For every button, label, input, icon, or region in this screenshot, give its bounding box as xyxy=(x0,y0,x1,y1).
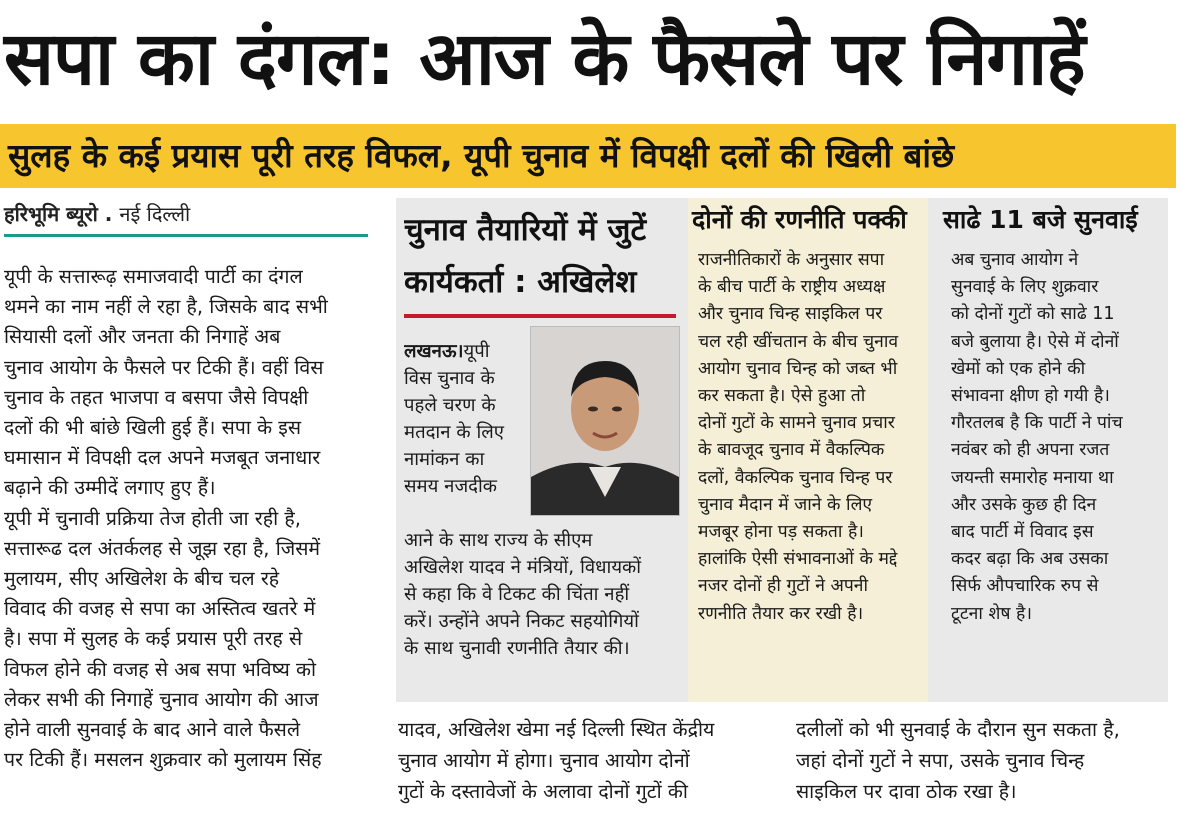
main-story-line: गुटों के दस्तावेजों के अलावा दोनों गुटों की xyxy=(398,780,688,803)
box-story-line: आने के साथ राज्य के सीएम xyxy=(404,530,593,551)
main-story-continued-col2 xyxy=(398,714,768,807)
main-story-line: होने वाली सुनवाई के बाद आने वाले फैसले xyxy=(4,718,301,742)
box-story-title-rule xyxy=(404,314,676,318)
box-story-title-line: कार्यकर्ता : अखिलेश xyxy=(404,264,637,300)
main-story-line: बढ़ाने की उम्मीदें लगाए हुए हैं। xyxy=(4,476,216,500)
strategy-story-line: मजबूर होना पड़ सकता है। xyxy=(698,522,864,543)
strategy-story-body xyxy=(698,247,922,628)
byline-separator: . xyxy=(104,202,113,226)
strategy-story-line: दोनों गुटों के सामने चुनाव प्रचार xyxy=(698,413,895,434)
main-story-line: लेकर सभी की निगाहें चुनाव आयोग की आज xyxy=(4,687,319,711)
strategy-story-line: रणनीति तैयार कर रखी है। xyxy=(698,603,864,624)
hearing-story-body xyxy=(951,247,1161,628)
main-story-line: पर टिकी हैं। मसलन शुक्रवार को मुलायम सिंह xyxy=(4,748,322,772)
main-story-line: साइकिल पर दावा ठोक रखा है। xyxy=(796,780,1017,803)
strategy-story-line: दलों, वैकल्पिक चुनाव चिन्ह पर xyxy=(698,467,893,488)
hearing-story-line: संभावना क्षीण हो गयी है। xyxy=(951,386,1110,407)
hearing-story-line: बजे बुलाया है। ऐसे में दोनों xyxy=(951,331,1119,352)
box-story-title xyxy=(404,204,676,308)
main-story-line: चुनाव आयोग में होगा। चुनाव आयोग दोनों xyxy=(398,749,690,772)
main-story-column xyxy=(4,262,368,775)
box-story-line: से कहा कि वे टिकट की चिंता नहीं xyxy=(404,584,630,605)
strategy-story-line: आयोग चुनाव चिन्ह को जब्त भी xyxy=(698,358,898,379)
akhilesh-photo xyxy=(530,326,680,516)
main-story-line: यूपी के सत्तारूढ़ समाजवादी पार्टी का दंगल xyxy=(4,265,303,288)
box-story-title-line: चुनाव तैयारियों में जुटें xyxy=(404,212,647,248)
page-headline: सपा का दंगल: आज के फैसले पर निगाहें xyxy=(4,16,1085,102)
main-story-line: दलों की भी बांछे खिली हुई हैं। सपा के इस xyxy=(4,416,302,440)
hearing-story-line: सिर्फ औपचारिक रुप से xyxy=(951,576,1099,597)
main-story-line: थमने का नाम नहीं ले रहा है, जिसके बाद सभी xyxy=(4,295,328,319)
box-story-line: समय नजदीक xyxy=(404,476,497,497)
sub-headline: सुलह के कई प्रयास पूरी तरह विफल, यूपी चुनाव में विपक्षी दलों की खिली बांछे xyxy=(0,124,1176,188)
hearing-story-line: टूटना शेष है। xyxy=(951,603,1032,624)
main-story-line: यादव, अखिलेश खेमा नई दिल्ली स्थित केंद्रीय xyxy=(398,718,715,741)
main-story-line: घमासान में विपक्षी दल अपने मजबूत जनाधार xyxy=(4,446,321,470)
hearing-story-line: को दोनों गुटों को साढे 11 xyxy=(951,304,1115,325)
box-story-place: लखनऊ। xyxy=(404,341,464,362)
person-portrait-icon xyxy=(531,327,679,515)
box-story-line: विस चुनाव के xyxy=(404,368,495,389)
main-story-line: है। सपा में सुलह के कई प्रयास पूरी तरह से xyxy=(4,627,303,651)
main-story-line: चुनाव के तहत भाजपा व बसपा जैसे विपक्षी xyxy=(4,385,309,409)
strategy-story-line: कर सकता है। ऐसे हुआ तो xyxy=(698,386,866,407)
hearing-story-line: बाद पार्टी में विवाद इस xyxy=(951,522,1094,543)
hearing-story-line: नवंबर को ही अपना रजत xyxy=(951,440,1110,461)
box-story-line: मतदान के लिए xyxy=(404,422,505,443)
main-story-line: सत्तारूढ दल अंतर्कलह से जूझ रहा है, जिसमें xyxy=(4,536,321,560)
box-story-intro xyxy=(404,338,524,500)
hearing-story-line: जयन्ती समारोह मनाया था xyxy=(951,467,1114,488)
byline-bureau: हरिभूमि ब्यूरो xyxy=(4,202,98,226)
box-story-line: नामांकन का xyxy=(404,449,485,470)
main-story-line: मुलायम, सीए अखिलेश के बीच चल रहे xyxy=(4,567,280,591)
strategy-story-line: नजर दोनों ही गुटों ने अपनी xyxy=(698,576,869,597)
main-story-line: दलीलों को भी सुनवाई के दौरान सुन सकता है, xyxy=(796,718,1120,741)
byline-divider xyxy=(4,234,368,237)
strategy-story-line: और चुनाव चिन्ह साइकिल पर xyxy=(698,304,883,325)
box-story-line: के साथ चुनावी रणनीति तैयार की। xyxy=(404,638,630,659)
strategy-story-line: चल रही खींचतान के बीच चुनाव xyxy=(698,331,899,352)
hearing-story-line: और उसके कुछ ही दिन xyxy=(951,494,1097,515)
strategy-story-line: के बीच पार्टी के राष्ट्रीय अध्यक्ष xyxy=(698,277,886,298)
main-story-line: यूपी में चुनावी प्रक्रिया तेज होती जा रही है, xyxy=(4,506,301,530)
hearing-story-line: अब चुनाव आयोग ने xyxy=(951,250,1079,270)
box-story-line: अखिलेश यादव ने मंत्रियों, विधायकों xyxy=(404,557,642,578)
strategy-story-title: दोनों की रणनीति पक्की xyxy=(692,205,907,234)
strategy-story-line: चुनाव मैदान में जाने के लिए xyxy=(698,494,873,515)
strategy-story-line: के बावजूद चुनाव में वैकल्पिक xyxy=(698,440,885,461)
hearing-story-line: सुनवाई के लिए शुक्रवार xyxy=(951,277,1099,298)
byline xyxy=(4,200,190,227)
box-story-body xyxy=(404,527,676,662)
main-story-line: विवाद की वजह से सपा का अस्तित्व खतरे में xyxy=(4,597,316,621)
box-story-line: करें। उन्होंने अपने निकट सहयोगियों xyxy=(404,611,639,632)
box-story-line: यूपी xyxy=(463,341,490,362)
strategy-story-line: राजनीतिकारों के अनुसार सपा xyxy=(698,250,885,270)
main-story-line: चुनाव आयोग के फैसले पर टिकी हैं। वहीं विस xyxy=(4,355,324,379)
hearing-story-line: कदर बढ़ा कि अब उसका xyxy=(951,549,1109,570)
main-story-line: सियासी दलों और जनता की निगाहें अब xyxy=(4,325,281,349)
hearing-story-title: साढे 11 बजे सुनवाई xyxy=(943,205,1138,234)
main-story-line: जहां दोनों गुटों ने सपा, उसके चुनाव चिन्ह xyxy=(796,749,1085,772)
main-story-line: विफल होने की वजह से अब सपा भविष्य को xyxy=(4,657,317,681)
byline-city: नई दिल्ली xyxy=(119,202,191,226)
hearing-story-line: खेमों को एक होने की xyxy=(951,358,1086,379)
hearing-story-line: गौरतलब है कि पार्टी ने पांच xyxy=(951,413,1123,434)
main-story-continued-col3 xyxy=(796,714,1168,807)
strategy-story-line: हालांकि ऐसी संभावनाओं के मद्दे xyxy=(698,549,898,570)
box-story-line: पहले चरण के xyxy=(404,395,496,416)
